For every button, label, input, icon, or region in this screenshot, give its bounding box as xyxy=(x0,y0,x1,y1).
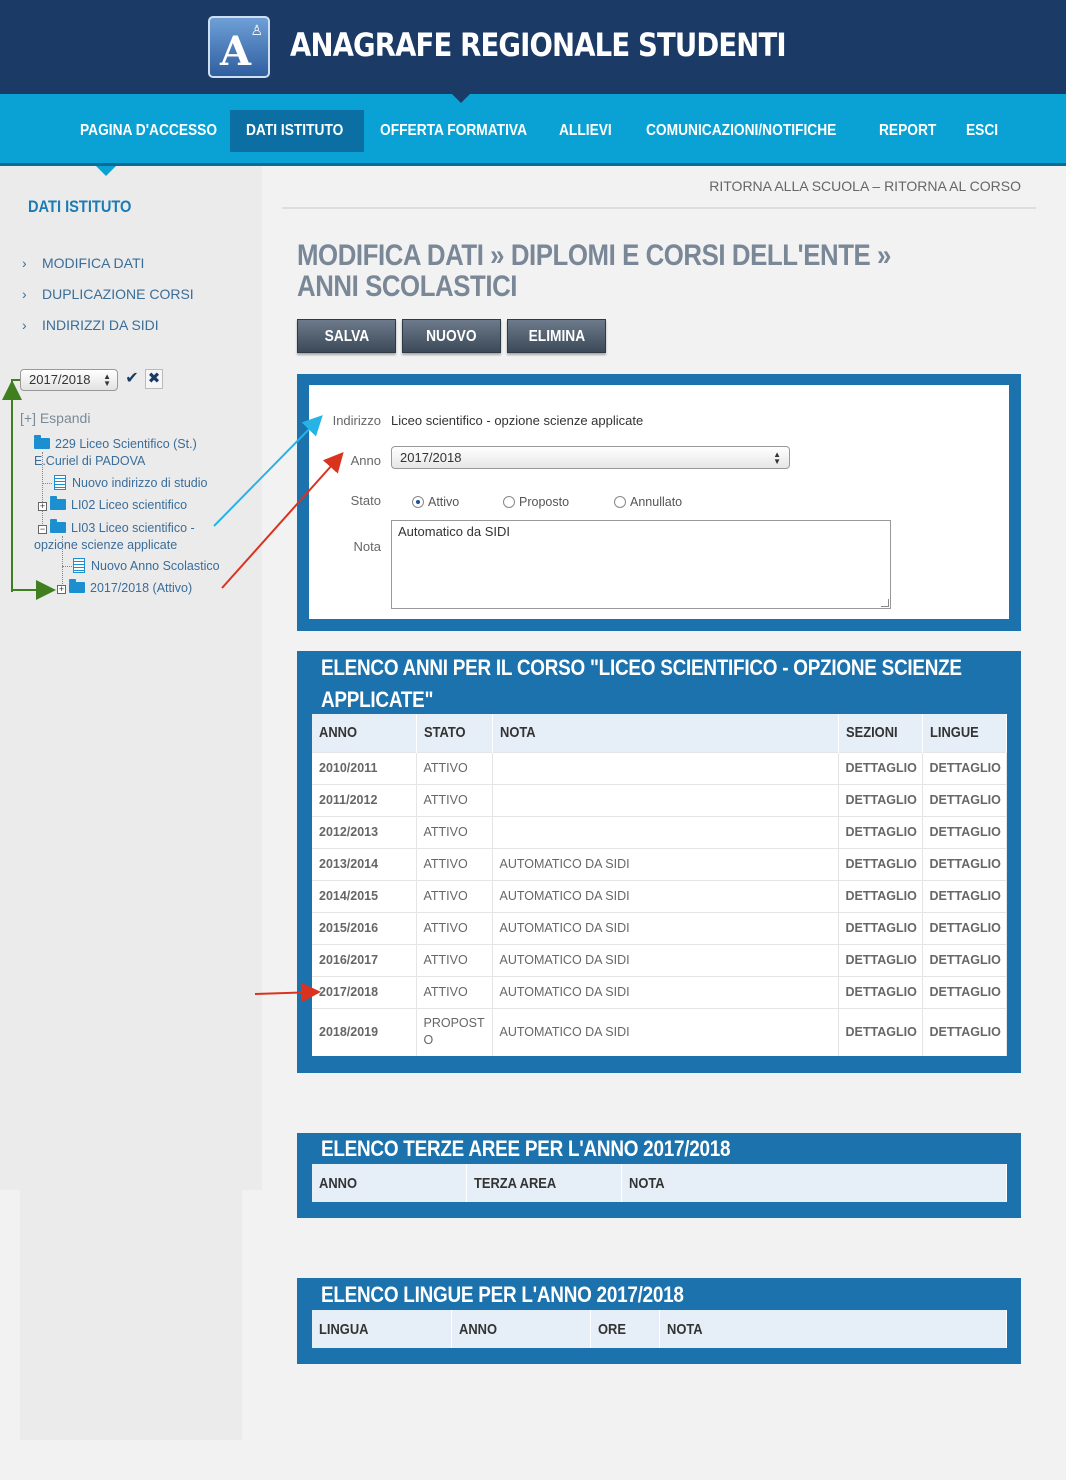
cell-stato: ATTIVO xyxy=(416,912,492,944)
col-header-nota: NOTA xyxy=(492,714,838,752)
edit-form xyxy=(309,385,1009,619)
cell-lingue-link[interactable]: DETTAGLIO xyxy=(922,816,1006,848)
app-title: ANAGRAFE REGIONALE STUDENTI xyxy=(290,26,786,64)
cell-lingue-link[interactable]: DETTAGLIO xyxy=(922,880,1006,912)
cell-nota xyxy=(492,752,838,784)
table-row[interactable] xyxy=(312,848,1006,880)
select-arrows-icon: ▲ ▼ xyxy=(773,450,781,466)
nav-item-esci[interactable]: ESCI xyxy=(966,122,999,139)
col-header-sezioni: SEZIONI xyxy=(838,714,922,752)
chevron-right-icon: › xyxy=(22,317,27,333)
col-header-anno: ANNO xyxy=(312,714,416,752)
cell-lingue-link[interactable]: DETTAGLIO xyxy=(922,912,1006,944)
cell-stato: ATTIVO xyxy=(416,752,492,784)
folder-icon xyxy=(34,438,50,449)
document-icon xyxy=(54,475,66,490)
sidebar-link-modifica-dati[interactable]: › MODIFICA DATI xyxy=(22,255,145,271)
cell-nota: AUTOMATICO DA SIDI xyxy=(492,880,838,912)
cell-anno: 2010/2011 xyxy=(312,752,416,784)
col-header-ore: ORE xyxy=(590,1310,659,1348)
delete-button[interactable]: ELIMINA xyxy=(507,319,606,353)
page-title: MODIFICA DATI » DIPLOMI E CORSI DELL'ENTE » ANNI SCOLASTICI xyxy=(297,239,891,303)
cell-nota: AUTOMATICO DA SIDI xyxy=(492,976,838,1008)
folder-icon xyxy=(50,499,66,510)
new-button[interactable]: NUOVO xyxy=(402,319,501,353)
terze-aree-title: ELENCO TERZE AREE PER L'ANNO 2017/2018 xyxy=(321,1136,731,1161)
clear-x-icon[interactable]: ✖ xyxy=(145,369,163,389)
cell-anno: 2011/2012 xyxy=(312,784,416,816)
nav-item-comunicazioni[interactable]: COMUNICAZIONI/NOTIFICHE xyxy=(646,122,837,139)
tree-connector xyxy=(62,566,72,567)
logo-letter: A xyxy=(220,28,252,75)
cell-anno: 2015/2016 xyxy=(312,912,416,944)
radio-selected-icon xyxy=(412,496,424,508)
cell-nota: AUTOMATICO DA SIDI xyxy=(492,912,838,944)
stato-label: Stato xyxy=(350,493,381,508)
breadcrumb[interactable]: RITORNA ALLA SCUOLA – RITORNA AL CORSO xyxy=(709,178,1021,194)
cell-lingue-link[interactable]: DETTAGLIO xyxy=(922,976,1006,1008)
cell-sezioni-link[interactable]: DETTAGLIO xyxy=(838,912,922,944)
plus-expand-icon: + xyxy=(39,501,46,511)
cell-nota xyxy=(492,784,838,816)
col-header-lingue: LINGUE xyxy=(922,714,1006,752)
nav-item-pagina-accesso[interactable]: PAGINA D'ACCESSO xyxy=(80,122,218,139)
cell-stato: ATTIVO xyxy=(416,976,492,1008)
cell-sezioni-link[interactable]: DETTAGLIO xyxy=(838,1008,922,1056)
minus-collapse-icon: − xyxy=(39,524,46,534)
anni-table xyxy=(312,714,1007,1056)
edit-form-panel xyxy=(297,374,1021,631)
app-logo[interactable] xyxy=(208,16,270,78)
cell-anno: 2017/2018 xyxy=(312,976,416,1008)
lingue-panel xyxy=(297,1278,1021,1364)
col-header-nota: NOTA xyxy=(659,1310,1006,1348)
cell-stato: ATTIVO xyxy=(416,816,492,848)
stato-radio-attivo[interactable]: Attivo xyxy=(412,495,459,509)
cell-anno: 2014/2015 xyxy=(312,880,416,912)
stato-radio-annullato[interactable]: Annullato xyxy=(614,495,682,509)
anno-label: Anno xyxy=(350,453,381,468)
document-icon xyxy=(73,558,85,573)
tree-expand-link[interactable]: [+] Espandi xyxy=(20,410,91,426)
resize-handle-icon[interactable] xyxy=(881,599,889,607)
cell-stato: ATTIVO xyxy=(416,880,492,912)
indirizzo-value: Liceo scientifico - opzione scienze applicate xyxy=(391,413,644,428)
sidebar-notch xyxy=(96,166,116,176)
year-select[interactable]: 2017/2018 ▲ ▼ xyxy=(20,369,118,391)
tree-node-li03-label[interactable]: opzione scienze applicate xyxy=(34,538,178,552)
col-header-anno: ANNO xyxy=(451,1310,590,1348)
sidebar-link-indirizzi-sidi[interactable]: › INDIRIZZI DA SIDI xyxy=(22,317,159,333)
cell-nota xyxy=(492,816,838,848)
table-row[interactable] xyxy=(312,944,1006,976)
tree-node-school-name[interactable]: E.Curiel di PADOVA xyxy=(34,454,146,468)
terze-aree-table xyxy=(312,1164,1007,1202)
cell-lingue-link[interactable]: DETTAGLIO xyxy=(922,752,1006,784)
col-header-lingua: LINGUA xyxy=(312,1310,451,1348)
tree-node-li03[interactable]: − LI03 Liceo scientifico - xyxy=(39,521,195,535)
terze-aree-panel xyxy=(297,1133,1021,1218)
cell-sezioni-link[interactable]: DETTAGLIO xyxy=(838,880,922,912)
cell-nota: AUTOMATICO DA SIDI xyxy=(492,848,838,880)
cell-lingue-link[interactable]: DETTAGLIO xyxy=(922,944,1006,976)
save-button[interactable]: SALVA xyxy=(297,319,396,353)
table-header-row xyxy=(312,1310,1006,1348)
confirm-check-icon[interactable]: ✔ xyxy=(125,370,139,387)
tree-connector xyxy=(42,483,52,484)
table-row[interactable] xyxy=(312,816,1006,848)
plus-expand-icon: + xyxy=(58,584,65,594)
table-row[interactable] xyxy=(312,912,1006,944)
table-row[interactable] xyxy=(312,880,1006,912)
cell-stato: ATTIVO xyxy=(416,944,492,976)
chevron-right-icon: › xyxy=(22,255,27,271)
main-nav xyxy=(0,94,1066,166)
table-header-row xyxy=(312,714,1006,752)
radio-icon xyxy=(503,496,515,508)
chevron-right-icon: › xyxy=(22,286,27,302)
table-row[interactable] xyxy=(312,784,1006,816)
cell-sezioni-link[interactable]: DETTAGLIO xyxy=(838,848,922,880)
table-row[interactable] xyxy=(312,976,1006,1008)
cell-sezioni-link[interactable]: DETTAGLIO xyxy=(838,816,922,848)
cell-nota: AUTOMATICO DA SIDI xyxy=(492,1008,838,1056)
cell-lingue-link[interactable]: DETTAGLIO xyxy=(922,1008,1006,1056)
cell-lingue-link[interactable]: DETTAGLIO xyxy=(922,784,1006,816)
divider xyxy=(282,207,1036,209)
col-header-nota: NOTA xyxy=(621,1164,1006,1202)
sidebar-title: DATI ISTITUTO xyxy=(28,197,132,216)
folder-icon xyxy=(69,582,85,593)
table-header-row xyxy=(312,1164,1006,1202)
cell-sezioni-link[interactable]: DETTAGLIO xyxy=(838,752,922,784)
cell-anno: 2012/2013 xyxy=(312,816,416,848)
indirizzo-label: Indirizzo xyxy=(332,413,381,428)
cell-anno: 2013/2014 xyxy=(312,848,416,880)
person-icon: ♙ xyxy=(250,22,263,38)
col-header-terza-area: TERZA AREA xyxy=(466,1164,621,1202)
sidebar-lower xyxy=(20,1190,242,1440)
cell-stato: ATTIVO xyxy=(416,784,492,816)
cell-sezioni-link[interactable]: DETTAGLIO xyxy=(838,784,922,816)
table-row[interactable] xyxy=(312,752,1006,784)
cell-anno: 2018/2019 xyxy=(312,1008,416,1056)
tree-node-year[interactable]: + 2017/2018 (Attivo) xyxy=(58,581,193,595)
select-arrows-icon: ▲ ▼ xyxy=(103,372,111,388)
col-header-anno: ANNO xyxy=(312,1164,466,1202)
cell-stato: ATTIVO xyxy=(416,848,492,880)
lingue-table xyxy=(312,1310,1007,1348)
nav-item-offerta-formativa[interactable]: OFFERTA FORMATIVA xyxy=(380,122,528,139)
table-row[interactable] xyxy=(312,1008,1006,1056)
cell-lingue-link[interactable]: DETTAGLIO xyxy=(922,848,1006,880)
nav-notch xyxy=(452,94,470,103)
cell-anno: 2016/2017 xyxy=(312,944,416,976)
cell-nota: AUTOMATICO DA SIDI xyxy=(492,944,838,976)
anno-select[interactable]: 2017/2018 ▲ ▼ xyxy=(391,446,790,469)
col-header-stato: STATO xyxy=(416,714,492,752)
folder-icon xyxy=(50,522,66,533)
tree-node-school[interactable]: 229 Liceo Scientifico (St.) xyxy=(34,437,197,451)
cell-sezioni-link[interactable]: DETTAGLIO xyxy=(838,976,922,1008)
tree-node-new-address[interactable]: Nuovo indirizzo di studio xyxy=(54,475,208,490)
nota-label: Nota xyxy=(353,539,381,554)
cell-sezioni-link[interactable]: DETTAGLIO xyxy=(838,944,922,976)
nav-item-report[interactable]: REPORT xyxy=(879,122,937,139)
nota-textarea[interactable]: Automatico da SIDI xyxy=(391,520,891,609)
anni-table-title: ELENCO ANNI PER IL CORSO "LICEO SCIENTIFICO - OPZIONE SCIENZE APPLICATE" xyxy=(321,655,962,712)
tree-node-li02[interactable]: + LI02 Liceo scientifico xyxy=(39,498,188,512)
cell-stato: PROPOST O xyxy=(416,1008,492,1056)
tree-node-new-year[interactable]: Nuovo Anno Scolastico xyxy=(73,558,220,573)
lingue-title: ELENCO LINGUE PER L'ANNO 2017/2018 xyxy=(321,1282,684,1307)
nav-item-allievi[interactable]: ALLIEVI xyxy=(559,122,612,139)
sidebar-link-duplicazione-corsi[interactable]: › DUPLICAZIONE CORSI xyxy=(22,286,194,302)
anni-table-panel xyxy=(297,651,1021,1073)
stato-radio-proposto[interactable]: Proposto xyxy=(503,495,569,509)
nav-item-dati-istituto[interactable]: DATI ISTITUTO xyxy=(230,110,364,152)
radio-icon xyxy=(614,496,626,508)
